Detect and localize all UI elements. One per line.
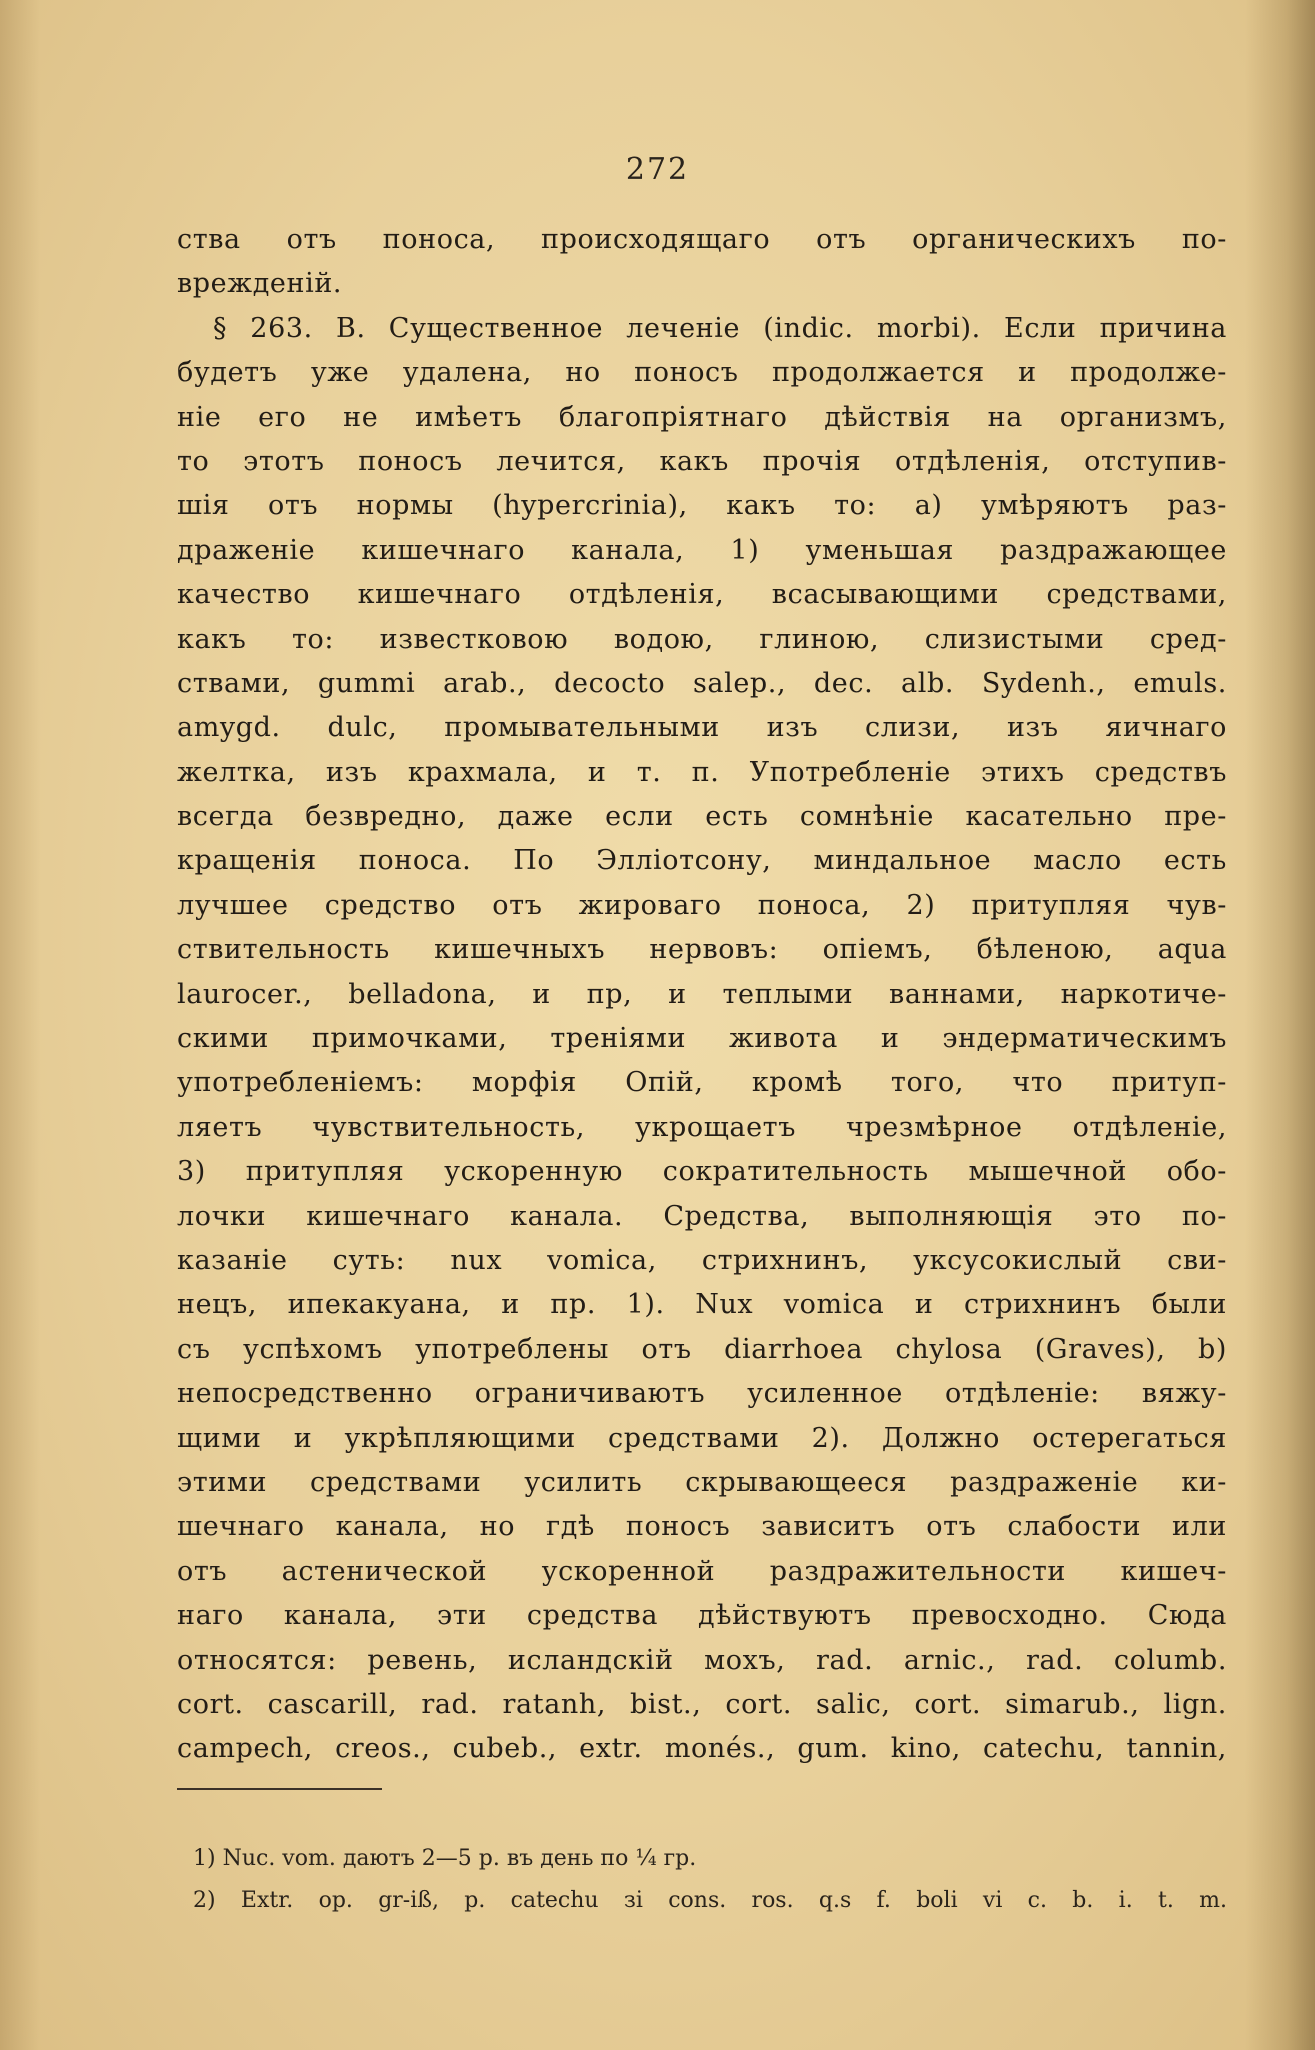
text-line: шечнаго канала, но гдѣ поносъ зависитъ отъ слабости или [177,1511,1227,1543]
footnote: 2) Extr. op. gr-iß, p. catechu зі cons. ros. q.s f. boli vi c. b. i. t. m. [193,1888,1227,1913]
text-line: ніе его не имѣетъ благопріятнаго дѣйствія на организмъ, [177,401,1227,433]
text-line: будетъ уже удалена, но поносъ продолжается и продолже- [177,357,1227,389]
text-line: съ успѣхомъ употреблены отъ diarrhoea chylosa (Graves), b) [177,1333,1227,1365]
page-number: 272 [625,152,690,187]
text-line: непосредственно ограничиваютъ усиленное отдѣленіе: вяжу- [177,1378,1227,1410]
text-line: врежденій. [177,268,343,300]
text-line: ства отъ поноса, происходящаго отъ органическихъ по- [177,224,1227,255]
page-shadow-right [1245,0,1315,2050]
footnotes [193,1838,1227,1922]
text-line: скими примочками, треніями живота и эндерматическимъ [177,1023,1227,1055]
text-line: laurocer., belladona, и пр, и теплыми ваннами, наркотиче- [177,978,1227,1010]
text-line: качество кишечнаго отдѣленія, всасывающими средствами, [177,579,1227,611]
text-line: то этотъ поносъ лечится, какъ прочія отдѣленія, отступив- [177,445,1227,477]
text-line: 3) притупляя ускоренную сократительность мышечной обо- [177,1156,1227,1188]
text-line: употребленіемъ: морфія Опій, кромѣ того, что притуп- [177,1067,1227,1099]
text-line: всегда безвредно, даже если есть сомнѣніе касательно пре- [177,801,1227,833]
footnote: 1) Nuc. vom. даютъ 2—5 р. въ день по ¼ гр. [193,1846,697,1871]
text-line: ствами, gummi arab., decocto salep., dec. alb. Sydenh., emuls. [177,667,1227,699]
text-line: § 263. В. Существенное леченіе (indic. morbi). Если причина [213,312,1227,344]
text-line: этими средствами усилить скрывающееся раздраженіе ки- [177,1466,1227,1498]
text-line: шія отъ нормы (hypercrinia), какъ то: а) умѣряютъ раз- [177,490,1227,522]
text-line: лочки кишечнаго канала. Средства, выполняющія это по- [177,1200,1227,1232]
footnote-divider [177,1788,382,1790]
text-line: какъ то: известковою водою, глиною, слизистыми сред- [177,623,1227,655]
text-line: относятся: ревень, исландскій мохъ, rad. arnic., rad. columb. [177,1644,1227,1676]
text-line: лучшее средство отъ жироваго поноса, 2) притупляя чув- [177,889,1227,921]
text-line: ствительность кишечныхъ нервовъ: опіемъ, бѣленою, aqua [177,934,1227,966]
text-line: драженіе кишечнаго канала, 1) уменьшая раздражающее [177,534,1227,566]
text-line: наго канала, эти средства дѣйствуютъ превосходно. Сюда [177,1600,1227,1632]
text-line: cort. cascarill, rad. ratanh, bist., cort. salic, cort. simarub., lign. [177,1688,1227,1720]
text-line: казаніе суть: nux vomica, стрихнинъ, уксусокислый сви- [177,1244,1227,1276]
text-line: щими и укрѣпляющими средствами 2). Должно остерегаться [177,1422,1227,1454]
text-line: желтка, изъ крахмала, и т. п. Употребленіе этихъ средствъ [177,756,1227,788]
text-line: нецъ, ипекакуана, и пр. 1). Nux vomica и стрихнинъ были [177,1289,1227,1321]
text-line: campech, creos., cubeb., extr. monés., gum. kino, catechu, tannin, [177,1733,1227,1765]
page-shadow-left [0,0,40,2050]
text-line: ляетъ чувствительность, укрощаетъ чрезмѣрное отдѣленіе, [177,1111,1227,1143]
text-line: кращенія поноса. По Эллiотсону, миндальное масло есть [177,845,1227,877]
text-line: отъ астенической ускоренной раздражительности кишеч- [177,1555,1227,1587]
text-line: amygd. dulc, промывательными изъ слизи, изъ яичнаго [177,712,1227,744]
body-text [177,218,1227,1772]
